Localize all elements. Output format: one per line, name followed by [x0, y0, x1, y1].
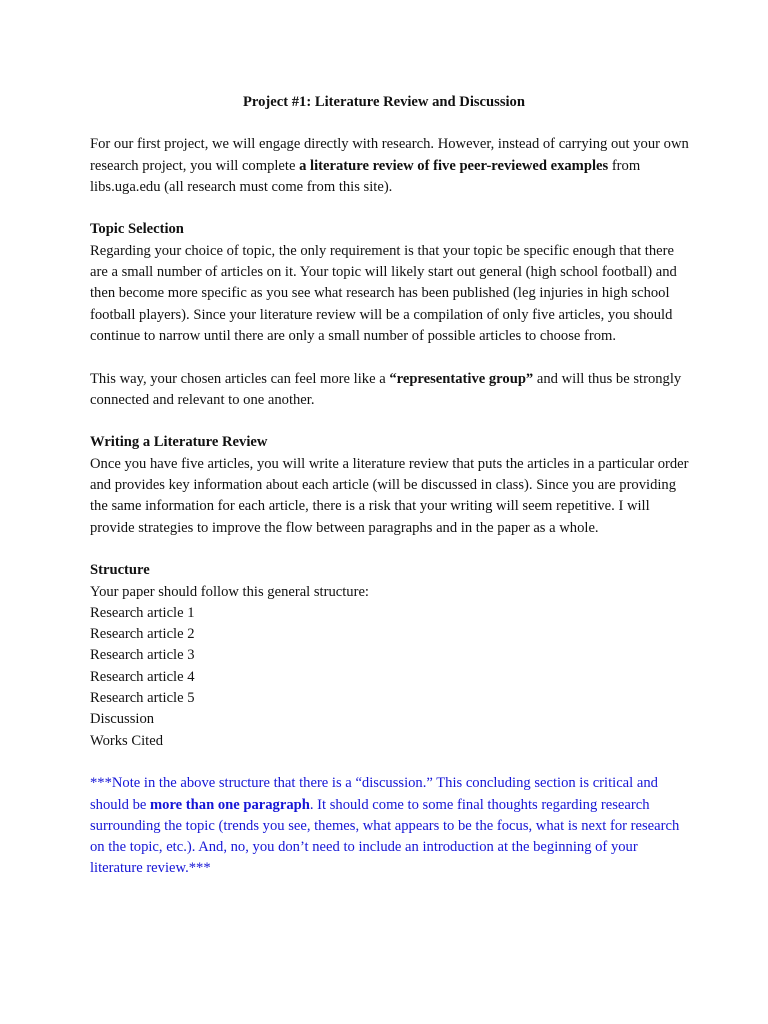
note-text-2: . It should come to some final thoughts regarding research surrounding the topic (trends you see, themes, what appears to be the focus, what is next for research on the topic, etc.). And, no, you don’t need to include an introduction at the beginning of your literature review.*** — [90, 796, 680, 877]
list-item: Research article 3 — [90, 647, 195, 664]
representative-text-1: This way, your chosen articles can feel more like a — [90, 370, 390, 387]
representative-text-2: and will thus be strongly connected and relevant to one another. — [90, 370, 682, 408]
list-item: Research article 2 — [90, 626, 195, 643]
list-item: Discussion — [90, 711, 155, 728]
structure-section — [90, 560, 690, 752]
page-title: Project #1: Literature Review and Discussion — [243, 94, 525, 110]
document-body — [90, 92, 690, 901]
structure-heading: Structure — [90, 562, 150, 579]
intro-paragraph — [90, 134, 690, 198]
representative-bold-text: “representative group” — [389, 370, 534, 387]
representative-paragraph — [90, 369, 690, 412]
list-item: Research article 4 — [90, 668, 195, 685]
structure-intro: Your paper should follow this general structure: — [90, 583, 369, 600]
writing-body: Once you have five articles, you will write a literature review that puts the articles in a particular order and provides key information about each article (will be discussed in class). Since you are providing the same information for each article, there is a risk that your writing will seem repetitive. I will provide strategies to improve the flow between paragraphs and in the paper as a whole. — [90, 455, 689, 536]
discussion-note — [90, 773, 690, 879]
intro-text-1: For our first project, we will engage directly with research. However, instead of carrying out your own research project, you will complete — [90, 136, 689, 174]
note-bold-text: more than one paragraph — [150, 796, 310, 813]
intro-bold-text: a literature review of five peer-reviewed examples — [299, 157, 609, 174]
writing-section — [90, 432, 690, 538]
writing-heading: Writing a Literature Review — [90, 434, 268, 451]
list-item: Works Cited — [90, 732, 164, 749]
topic-selection-section — [90, 219, 690, 347]
list-item: Research article 1 — [90, 604, 195, 621]
intro-text-2: from libs.uga.edu (all research must come from this site). — [90, 157, 641, 195]
note-text-1: ***Note in the above structure that there is a “discussion.” This concluding section is critical and should be — [90, 775, 658, 813]
list-item: Research article 5 — [90, 690, 195, 707]
topic-selection-heading: Topic Selection — [90, 221, 184, 238]
topic-selection-body: Regarding your choice of topic, the only requirement is that your topic be specific enough that there are a small number of articles on it. Your topic will likely start out general (high school football) and then become more specific as you see what research has been published (leg injuries in high school football players). Since your literature review will be a compilation of only five articles, you should continue to narrow until there are only a small number of possible articles to choose from. — [90, 242, 677, 344]
